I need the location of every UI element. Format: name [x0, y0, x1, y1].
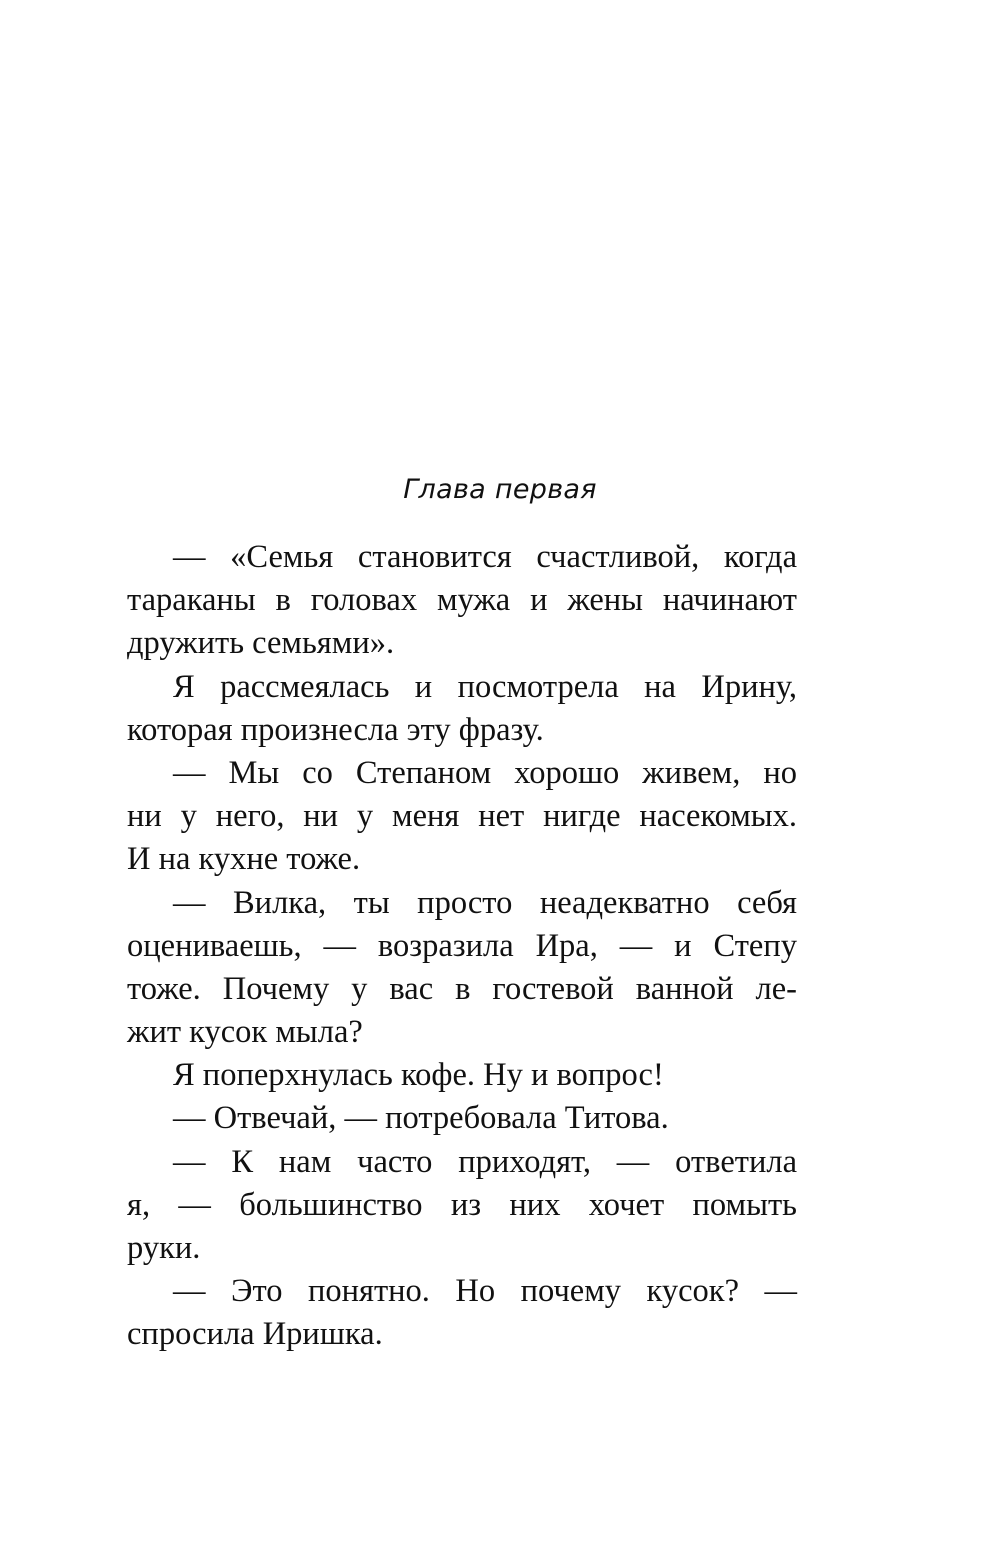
- text-line: — Мы со Степаном хорошо живем, но: [173, 754, 797, 791]
- text-line: которая произнесла эту фразу.: [127, 711, 544, 748]
- body-text: [127, 536, 797, 1357]
- text-line: — Вилка, ты просто неадекватно себя: [173, 884, 797, 921]
- text-line: — «Семья становится счастливой, когда: [173, 539, 797, 575]
- text-line: жит кусок мыла?: [127, 1014, 363, 1051]
- text-line: руки.: [127, 1230, 201, 1266]
- text-line: оцениваешь, — возразила Ира, — и Степу: [127, 927, 797, 964]
- chapter-title: Глава первая: [403, 474, 597, 505]
- text-line: Я поперхнулась кофе. Ну и вопрос!: [173, 1057, 664, 1094]
- text-line: тараканы в головах мужа и жены начинают: [127, 582, 797, 619]
- text-line: — К нам часто приходят, — ответила: [173, 1143, 797, 1180]
- text-line: тоже. Почему у вас в гостевой ванной ле-: [127, 970, 797, 1007]
- text-line: — Отвечай, — потребовала Титова.: [173, 1100, 669, 1137]
- text-line: Я рассмеялась и посмотрела на Ирину,: [173, 668, 797, 705]
- text-line: дружить семьями».: [127, 625, 395, 662]
- text-line: я, — большинство из них хочет помыть: [127, 1186, 797, 1223]
- text-line: И на кухне тоже.: [127, 841, 361, 878]
- text-line: — Это понятно. Но почему кусок? —: [173, 1273, 797, 1310]
- text-line: спросила Иришка.: [127, 1316, 383, 1353]
- text-line: ни у него, ни у меня нет нигде насекомых.: [127, 798, 797, 835]
